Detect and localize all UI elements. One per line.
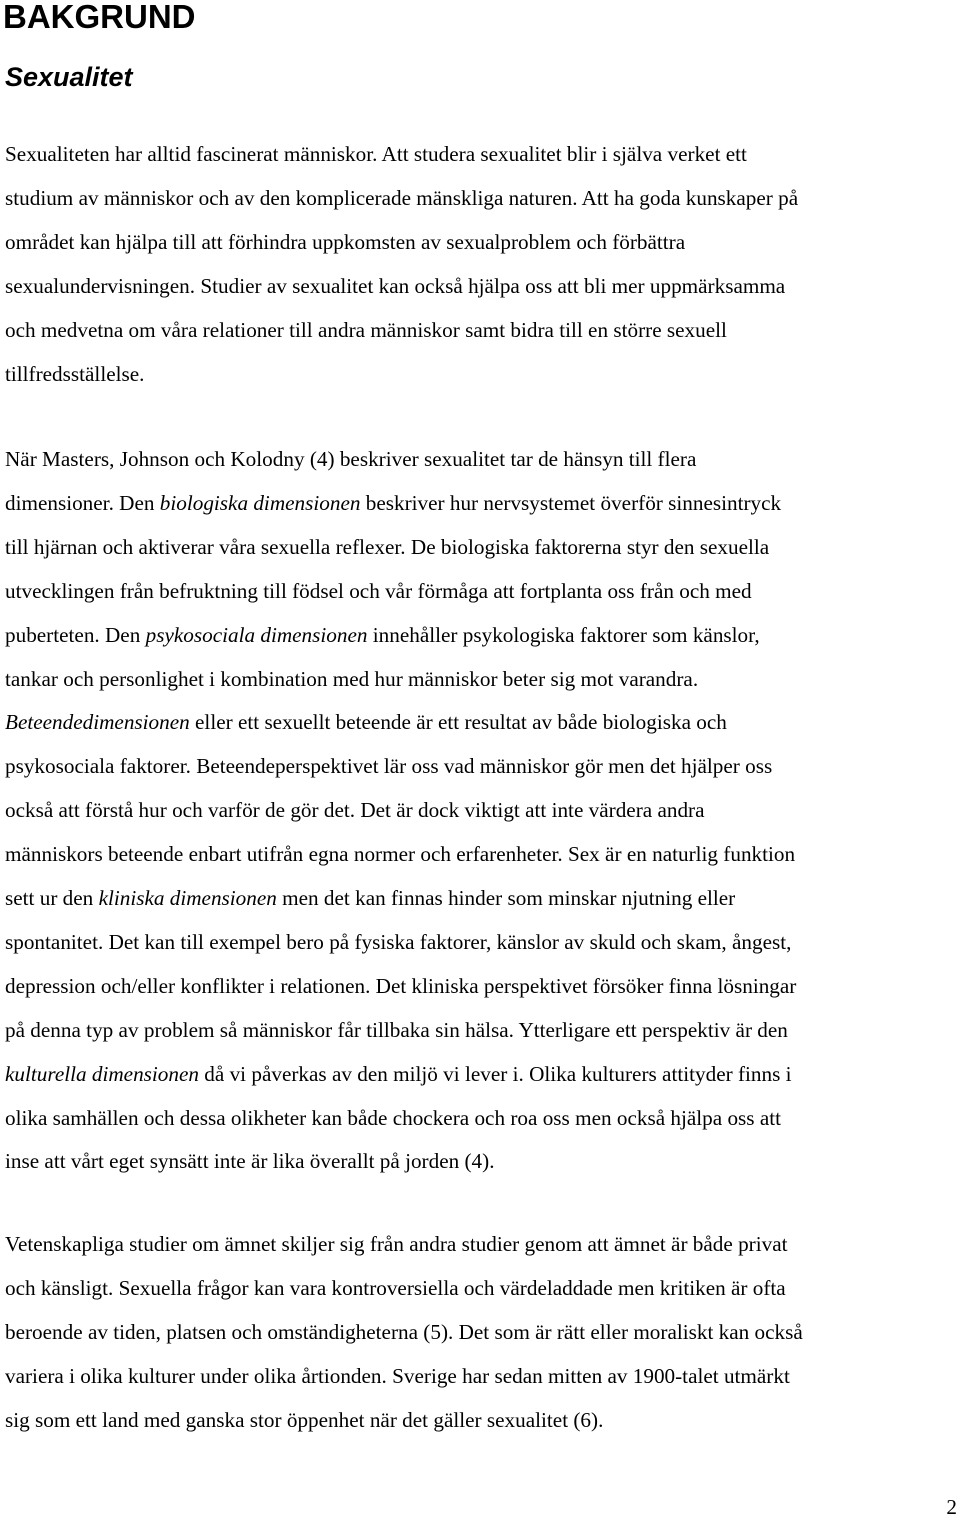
text-run: innehåller psykologiska faktorer som känslor,	[367, 622, 760, 647]
text-line	[5, 228, 685, 256]
text-line	[5, 621, 760, 649]
text-run: på denna typ av problem så människor får tillbaka sin hälsa. Ytterligare ett perspektiv är den	[5, 1017, 788, 1042]
text-run: men det kan finnas hinder som minskar njutning eller	[276, 886, 736, 910]
text-run: beskriver hur nervsystemet överför sinnesintryck	[360, 490, 782, 515]
text-run: människors beteende enbart utifrån egna normer och erfarenheter. Sex är en naturlig funktion	[5, 842, 796, 867]
text-run: beroende av tiden, platsen och omständigheterna (5). Det som är rätt eller moraliskt kan också	[5, 1319, 803, 1344]
text-run: depression och/eller konflikter i relationen. Det kliniska perspektivet försöker finna lösningar	[5, 973, 797, 998]
subsection-heading: Sexualitet	[5, 62, 133, 92]
emphasized-term: Beteendedimensionen	[5, 710, 190, 735]
text-run: eller ett sexuellt beteende är ett resultat av både biologiska och	[189, 710, 727, 735]
text-run: psykosociala faktorer. Beteendeperspektivet lär oss vad människor gör men det hjälper oss	[5, 754, 773, 779]
text-line	[5, 1104, 781, 1132]
emphasized-term: biologiska dimensionen	[159, 490, 361, 515]
text-line	[5, 316, 727, 344]
text-line	[5, 1147, 495, 1175]
text-line	[5, 1362, 790, 1390]
text-run: och känsligt. Sexuella frågor kan vara kontroversiella och värdeladdade men kritiken är ofta	[5, 1275, 786, 1300]
text-run: olika samhällen och dessa olikheter kan både chockera och roa oss men också hjälpa oss att	[5, 1105, 782, 1130]
page-number: 2	[946, 1495, 957, 1519]
text-line	[5, 533, 769, 561]
text-run: också att förstå hur och varför de gör det. Det är dock viktigt att inte värdera andra	[5, 798, 705, 823]
text-line	[5, 445, 696, 473]
text-run: När Masters, Johnson och Kolodny (4) beskriver sexualitet tar de hänsyn till flera	[5, 447, 697, 471]
text-run: tankar och personlighet i kombination med hur människor beter sig mot varandra.	[5, 666, 699, 691]
text-run: Vetenskapliga studier om ämnet skiljer sig från andra studier genom att ämnet är både privat	[5, 1232, 788, 1256]
text-line	[5, 489, 781, 517]
text-line	[5, 1230, 788, 1258]
text-line	[5, 1016, 788, 1044]
text-line	[5, 840, 795, 868]
text-line	[5, 272, 785, 300]
text-line	[5, 665, 698, 693]
text-line	[5, 184, 798, 212]
text-run: Sexualiteten har alltid fascinerat människor. Att studera sexualitet blir i själva verket ett	[5, 142, 747, 166]
text-line	[5, 577, 752, 605]
text-line	[5, 1406, 603, 1434]
text-line	[5, 928, 791, 956]
text-run: studium av människor och av den komplicerade mänskliga naturen. Att ha goda kunskaper på	[5, 185, 799, 210]
section-heading: BAKGRUND	[3, 0, 196, 35]
emphasized-term: psykosociala dimensionen	[145, 622, 368, 647]
text-line	[5, 708, 727, 736]
text-run: sett ur den	[5, 886, 99, 910]
text-run: variera i olika kulturer under olika årtionden. Sverige har sedan mitten av 1900-talet utmärkt	[5, 1363, 790, 1388]
text-run: inse att vårt eget synsätt inte är lika överallt på jorden (4).	[5, 1149, 495, 1174]
text-run: då vi påverkas av den miljö vi lever i. Olika kulturers attityder finns i	[199, 1061, 792, 1086]
text-run: spontanitet. Det kan till exempel bero på fysiska faktorer, känslor av skuld och skam, ångest,	[5, 929, 792, 954]
text-run: sexualundervisningen. Studier av sexualitet kan också hjälpa oss att bli mer uppmärksamma	[5, 273, 786, 298]
text-line	[5, 140, 747, 168]
text-line	[5, 796, 705, 824]
text-run: tillfredsställelse.	[5, 361, 145, 386]
text-line	[5, 884, 735, 912]
text-run: sig som ett land med ganska stor öppenhet när det gäller sexualitet (6).	[5, 1407, 604, 1432]
text-line	[5, 360, 144, 388]
text-run: området kan hjälpa till att förhindra uppkomsten av sexualproblem och förbättra	[5, 229, 686, 254]
text-line	[5, 752, 772, 780]
text-line	[5, 1060, 792, 1088]
text-run: puberteten. Den	[5, 622, 146, 647]
text-line	[5, 972, 796, 1000]
text-run: utvecklingen från befruktning till födsel och vår förmåga att fortplanta oss från och med	[5, 578, 752, 603]
text-run: dimensioner. Den	[5, 490, 160, 515]
text-run: och medvetna om våra relationer till andra människor samt bidra till en större sexuell	[5, 317, 727, 342]
text-line	[5, 1274, 786, 1302]
text-line	[5, 1318, 803, 1346]
emphasized-term: kliniska dimensionen	[98, 886, 277, 910]
text-run: till hjärnan och aktiverar våra sexuella reflexer. De biologiska faktorerna styr den sexuella	[5, 534, 770, 559]
emphasized-term: kulturella dimensionen	[5, 1061, 199, 1086]
